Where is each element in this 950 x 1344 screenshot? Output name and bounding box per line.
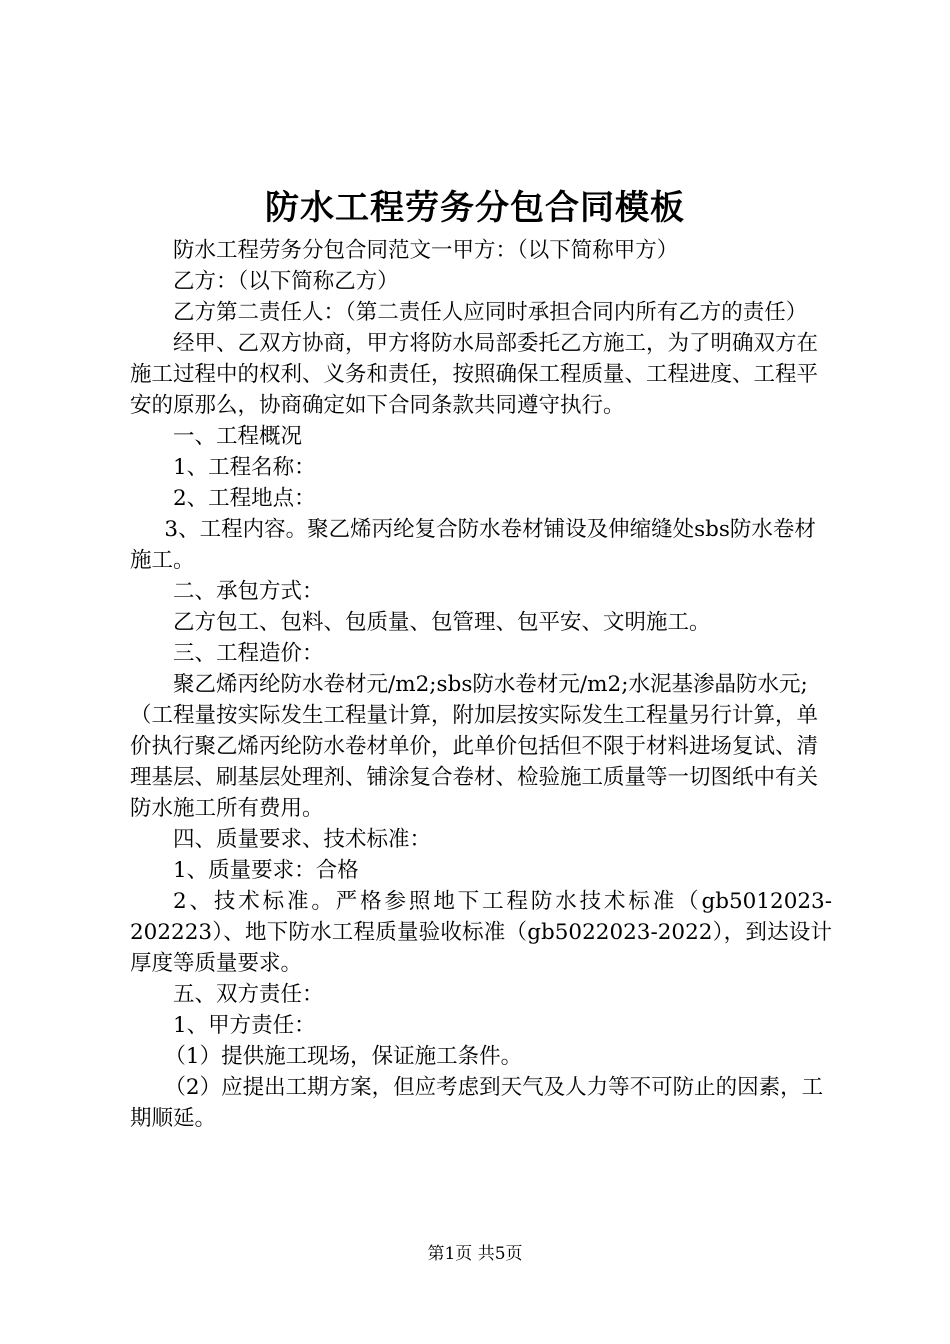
- document-body: [130, 235, 832, 1134]
- paragraph-item-1: （1）提供施工现场，保证施工条件。: [164, 1044, 523, 1069]
- paragraph-project-location: 2、工程地点：: [173, 486, 316, 511]
- paragraph-intro: 防水工程劳务分包合同范文一甲方：（以下简称甲方）: [173, 238, 679, 263]
- section-heading-cost: 三、工程造价：: [173, 641, 324, 666]
- document-title: 防水工程劳务分包合同模板: [265, 188, 685, 228]
- paragraph-cost: 聚乙烯丙纶防水卷材元/m2;sbs防水卷材元/m2;水泥基渗晶防水元;（工程量按实际发生工程量计算，附加层按实际发生工程量另行计算，单价执行聚乙烯丙纶防水卷材单价，此单价包括但不限于材料进场复试、清理基层、刷基层处理剂、铺涂复合卷材、检验施工质量等一切图纸中有关防水施工所有费用。: [130, 672, 819, 821]
- page-footer: 第1页 共5页: [427, 1244, 523, 1264]
- paragraph-item-2: （2）应提出工期方案，但应考虑到天气及人力等不可防止的因素，工期顺延。: [130, 1075, 824, 1131]
- section-heading-quality: 四、质量要求、技术标准：: [173, 827, 432, 852]
- paragraph-quality-requirement: 1、质量要求：合格: [173, 858, 359, 883]
- paragraph-project-name: 1、工程名称：: [173, 455, 316, 480]
- section-heading-contract-method: 二、承包方式：: [173, 579, 324, 604]
- section-heading-overview: 一、工程概况: [173, 424, 303, 449]
- paragraph-second-responsible: 乙方第二责任人：（第二责任人应同时承担合同内所有乙方的责任）: [173, 300, 808, 325]
- paragraph-project-content: 3、工程内容。聚乙烯丙纶复合防水卷材铺设及伸缩缝处sbs防水卷材施工。: [130, 517, 816, 573]
- paragraph-party-a-responsibility: 1、甲方责任：: [173, 1013, 316, 1038]
- section-heading-responsibilities: 五、双方责任：: [173, 982, 324, 1007]
- paragraph-agreement: 经甲、乙双方协商，甲方将防水局部委托乙方施工，为了明确双方在施工过程中的权利、义务和责任，按照确保工程质量、工程进度、工程平安的原那么，协商确定如下合同条款共同遵守执行。: [130, 331, 819, 418]
- paragraph-technical-standard: 2、技术标准。严格参照地下工程防水技术标准（gb5012023-202223）、地下防水工程质量验收标准（gb5022023-2022），到达设计厚度等质量要求。: [130, 889, 832, 976]
- paragraph-party-b: 乙方：（以下简称乙方）: [173, 269, 399, 294]
- paragraph-contract-method: 乙方包工、包料、包质量、包管理、包平安、文明施工。: [173, 610, 711, 635]
